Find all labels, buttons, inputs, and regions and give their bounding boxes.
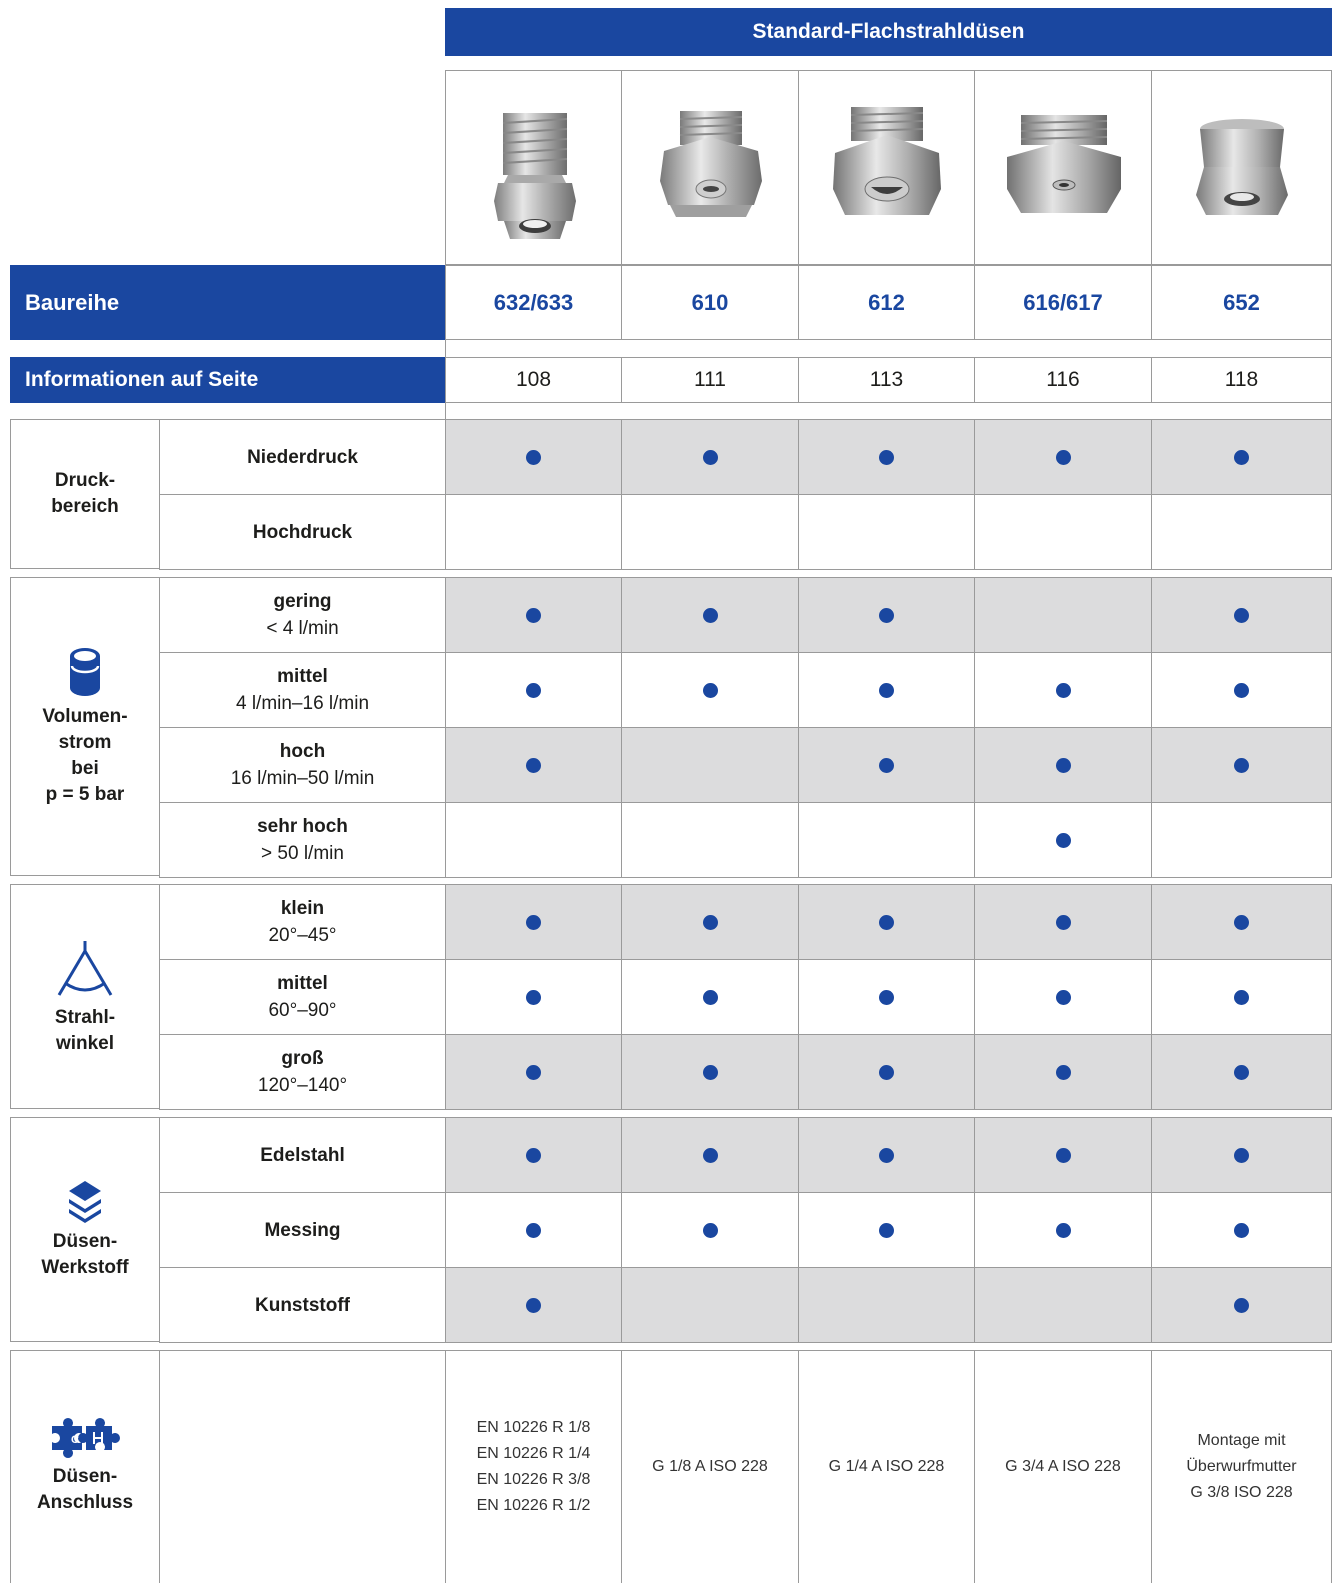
availability-dot	[1056, 683, 1071, 698]
availability-dot	[1234, 990, 1249, 1005]
value-cell-volumen-2-3	[974, 727, 1152, 803]
group-strahlwinkel: Strahl- winkel	[10, 884, 160, 1109]
availability-dot	[703, 450, 718, 465]
availability-dot	[1234, 915, 1249, 930]
row-range: 4 l/min–16 l/min	[235, 693, 370, 714]
value-cell-druck-0-4	[1151, 419, 1332, 495]
connection-line: EN 10226 R 1/2	[476, 1497, 591, 1514]
group-anschluss: C Düsen- Anschluss	[10, 1350, 160, 1583]
row-range: < 4 l/min	[266, 618, 339, 639]
row-range: 20°–45°	[268, 925, 337, 946]
availability-dot	[1056, 1223, 1071, 1238]
puzzle-icon	[50, 1418, 120, 1458]
row-range: 16 l/min–50 l/min	[230, 768, 375, 789]
availability-dot	[879, 1223, 894, 1238]
nozzle-images-row	[445, 70, 1332, 265]
connection-line: G 1/8 A ISO 228	[652, 1458, 768, 1475]
value-cell-werkstoff-1-4	[1151, 1192, 1332, 1268]
row-label-winkel-0	[159, 884, 446, 960]
availability-dot	[1234, 1223, 1249, 1238]
availability-dot	[1056, 758, 1071, 773]
svg-text:C: C	[71, 1434, 79, 1446]
nozzle-image-612	[798, 70, 975, 265]
availability-dot	[1234, 1065, 1249, 1080]
cylinder-icon	[68, 646, 102, 698]
series-value-652: 652	[1151, 265, 1332, 340]
value-cell-volumen-0-1	[621, 577, 799, 653]
value-cell-volumen-1-0	[445, 652, 622, 728]
row-range: 60°–90°	[268, 1000, 337, 1021]
value-cell-winkel-0-2	[798, 884, 975, 960]
row-label-volumen-2	[159, 727, 446, 803]
value-cell-werkstoff-2-0	[445, 1267, 622, 1343]
connection-cell-0	[445, 1350, 622, 1583]
availability-dot	[526, 450, 541, 465]
availability-dot	[703, 683, 718, 698]
value-cell-winkel-0-3	[974, 884, 1152, 960]
availability-dot	[1234, 450, 1249, 465]
spacer-row	[445, 339, 1332, 357]
value-cell-werkstoff-0-0	[445, 1117, 622, 1193]
row-label-druck-0	[159, 419, 446, 495]
value-cell-werkstoff-2-1	[621, 1267, 799, 1343]
value-cell-winkel-1-1	[621, 959, 799, 1035]
series-value-610: 610	[621, 265, 799, 340]
row-label-winkel-1	[159, 959, 446, 1035]
row-label-volumen-3	[159, 802, 446, 878]
row-label-werkstoff-0	[159, 1117, 446, 1193]
row-label-volumen-0	[159, 577, 446, 653]
nozzle-image-610	[621, 70, 799, 265]
availability-dot	[526, 915, 541, 930]
value-cell-werkstoff-1-1	[621, 1192, 799, 1268]
availability-dot	[1056, 1148, 1071, 1163]
page-ref-612[interactable]: 113	[798, 357, 975, 403]
series-value-616: 616/617	[974, 265, 1152, 340]
availability-dot	[703, 1065, 718, 1080]
availability-dot	[879, 1148, 894, 1163]
value-cell-druck-0-1	[621, 419, 799, 495]
availability-dot	[703, 990, 718, 1005]
row-name: Edelstahl	[260, 1144, 345, 1166]
value-cell-winkel-1-2	[798, 959, 975, 1035]
row-name: mittel	[277, 973, 328, 994]
row-range: 120°–140°	[257, 1075, 348, 1096]
connection-line: Überwurfmutter	[1186, 1458, 1297, 1475]
connection-line: Montage mit	[1197, 1432, 1286, 1449]
page-ref-652[interactable]: 118	[1151, 357, 1332, 403]
availability-dot	[703, 1223, 718, 1238]
group-werkstoff: Düsen- Werkstoff	[10, 1117, 160, 1342]
availability-dot	[879, 915, 894, 930]
info-label: Informationen auf Seite	[10, 357, 445, 403]
value-cell-druck-1-2	[798, 494, 975, 570]
value-cell-winkel-2-2	[798, 1034, 975, 1110]
value-cell-werkstoff-0-2	[798, 1117, 975, 1193]
value-cell-volumen-0-4	[1151, 577, 1332, 653]
availability-dot	[1234, 608, 1249, 623]
value-cell-werkstoff-0-3	[974, 1117, 1152, 1193]
row-label-werkstoff-1	[159, 1192, 446, 1268]
value-cell-volumen-3-1	[621, 802, 799, 878]
value-cell-werkstoff-2-3	[974, 1267, 1152, 1343]
availability-dot	[1056, 833, 1071, 848]
row-label-volumen-1	[159, 652, 446, 728]
value-cell-winkel-2-3	[974, 1034, 1152, 1110]
row-name: hoch	[279, 741, 326, 762]
series-value-612: 612	[798, 265, 975, 340]
group-druckbereich: Druck- bereich	[10, 419, 160, 569]
value-cell-volumen-1-2	[798, 652, 975, 728]
connection-cell-4	[1151, 1350, 1332, 1583]
connection-line: EN 10226 R 1/8	[476, 1419, 591, 1436]
value-cell-werkstoff-0-1	[621, 1117, 799, 1193]
value-cell-winkel-0-0	[445, 884, 622, 960]
availability-dot	[1056, 450, 1071, 465]
connection-cell-2	[798, 1350, 975, 1583]
availability-dot	[879, 608, 894, 623]
value-cell-winkel-1-3	[974, 959, 1152, 1035]
value-cell-winkel-1-0	[445, 959, 622, 1035]
table-header-bar	[445, 8, 1332, 56]
availability-dot	[879, 1065, 894, 1080]
availability-dot	[526, 758, 541, 773]
layers-icon	[67, 1179, 103, 1223]
availability-dot	[1056, 990, 1071, 1005]
value-cell-volumen-3-0	[445, 802, 622, 878]
value-cell-volumen-0-3	[974, 577, 1152, 653]
availability-dot	[879, 683, 894, 698]
value-cell-volumen-3-2	[798, 802, 975, 878]
availability-dot	[879, 990, 894, 1005]
value-cell-volumen-1-1	[621, 652, 799, 728]
spacer-row	[445, 402, 1332, 419]
value-cell-volumen-3-3	[974, 802, 1152, 878]
availability-dot	[1234, 1298, 1249, 1313]
row-label-winkel-2	[159, 1034, 446, 1110]
compass-icon	[53, 937, 117, 999]
value-cell-werkstoff-1-0	[445, 1192, 622, 1268]
availability-dot	[1056, 1065, 1071, 1080]
availability-dot	[1234, 1148, 1249, 1163]
series-label: Baureihe	[10, 265, 445, 340]
value-cell-winkel-2-0	[445, 1034, 622, 1110]
value-cell-winkel-0-1	[621, 884, 799, 960]
value-cell-volumen-2-0	[445, 727, 622, 803]
value-cell-werkstoff-2-4	[1151, 1267, 1332, 1343]
availability-dot	[703, 915, 718, 930]
table-title: Standard-Flachstrahldüsen	[752, 20, 1025, 43]
value-cell-volumen-3-4	[1151, 802, 1332, 878]
availability-dot	[703, 608, 718, 623]
page-ref-616[interactable]: 116	[974, 357, 1152, 403]
value-cell-druck-1-0	[445, 494, 622, 570]
row-name: klein	[280, 898, 325, 919]
connection-line: G 3/4 A ISO 228	[1005, 1458, 1121, 1475]
availability-dot	[703, 1148, 718, 1163]
availability-dot	[879, 450, 894, 465]
value-cell-druck-0-2	[798, 419, 975, 495]
group-volumenstrom: Volumen- strom bei p = 5 bar	[10, 577, 160, 876]
availability-dot	[526, 608, 541, 623]
value-cell-winkel-1-4	[1151, 959, 1332, 1035]
value-cell-volumen-1-3	[974, 652, 1152, 728]
series-value-632: 632/633	[445, 265, 622, 340]
availability-dot	[526, 1223, 541, 1238]
availability-dot	[1234, 683, 1249, 698]
row-name: groß	[281, 1048, 324, 1069]
value-cell-volumen-2-4	[1151, 727, 1332, 803]
value-cell-winkel-2-1	[621, 1034, 799, 1110]
row-name: Hochdruck	[252, 521, 353, 543]
availability-dot	[526, 1298, 541, 1313]
nozzle-image-632	[445, 70, 622, 265]
row-label-druck-1	[159, 494, 446, 570]
nozzle-image-616	[974, 70, 1152, 265]
row-name: gering	[273, 591, 332, 612]
value-cell-volumen-1-4	[1151, 652, 1332, 728]
row-range: > 50 l/min	[261, 843, 344, 864]
availability-dot	[1056, 915, 1071, 930]
connection-line: EN 10226 R 3/8	[476, 1471, 591, 1488]
nozzle-image-652	[1151, 70, 1332, 265]
value-cell-werkstoff-1-3	[974, 1192, 1152, 1268]
value-cell-druck-1-3	[974, 494, 1152, 570]
availability-dot	[526, 1065, 541, 1080]
connection-line: G 1/4 A ISO 228	[828, 1458, 945, 1475]
value-cell-werkstoff-0-4	[1151, 1117, 1332, 1193]
page-ref-610[interactable]: 111	[621, 357, 799, 403]
availability-dot	[526, 683, 541, 698]
row-name: Kunststoff	[255, 1294, 350, 1316]
row-name: mittel	[277, 666, 328, 687]
row-name: Niederdruck	[247, 446, 358, 468]
row-name: Messing	[264, 1219, 341, 1241]
value-cell-werkstoff-1-2	[798, 1192, 975, 1268]
row-name: sehr hoch	[257, 816, 348, 837]
value-cell-volumen-0-2	[798, 577, 975, 653]
value-cell-druck-1-1	[621, 494, 799, 570]
value-cell-druck-0-3	[974, 419, 1152, 495]
value-cell-winkel-2-4	[1151, 1034, 1332, 1110]
availability-dot	[526, 1148, 541, 1163]
value-cell-druck-1-4	[1151, 494, 1332, 570]
value-cell-winkel-0-4	[1151, 884, 1332, 960]
page-ref-632[interactable]: 108	[445, 357, 622, 403]
value-cell-druck-0-0	[445, 419, 622, 495]
connection-line: G 3/8 ISO 228	[1190, 1484, 1293, 1501]
availability-dot	[879, 758, 894, 773]
value-cell-werkstoff-2-2	[798, 1267, 975, 1343]
value-cell-volumen-2-1	[621, 727, 799, 803]
connection-cell-3	[974, 1350, 1152, 1583]
row-label-werkstoff-2	[159, 1267, 446, 1343]
connection-cell-1	[621, 1350, 799, 1583]
value-cell-volumen-0-0	[445, 577, 622, 653]
availability-dot	[1234, 758, 1249, 773]
value-cell-volumen-2-2	[798, 727, 975, 803]
anschluss-sublabel-cell	[159, 1350, 446, 1583]
connection-line: EN 10226 R 1/4	[476, 1445, 591, 1462]
availability-dot	[526, 990, 541, 1005]
